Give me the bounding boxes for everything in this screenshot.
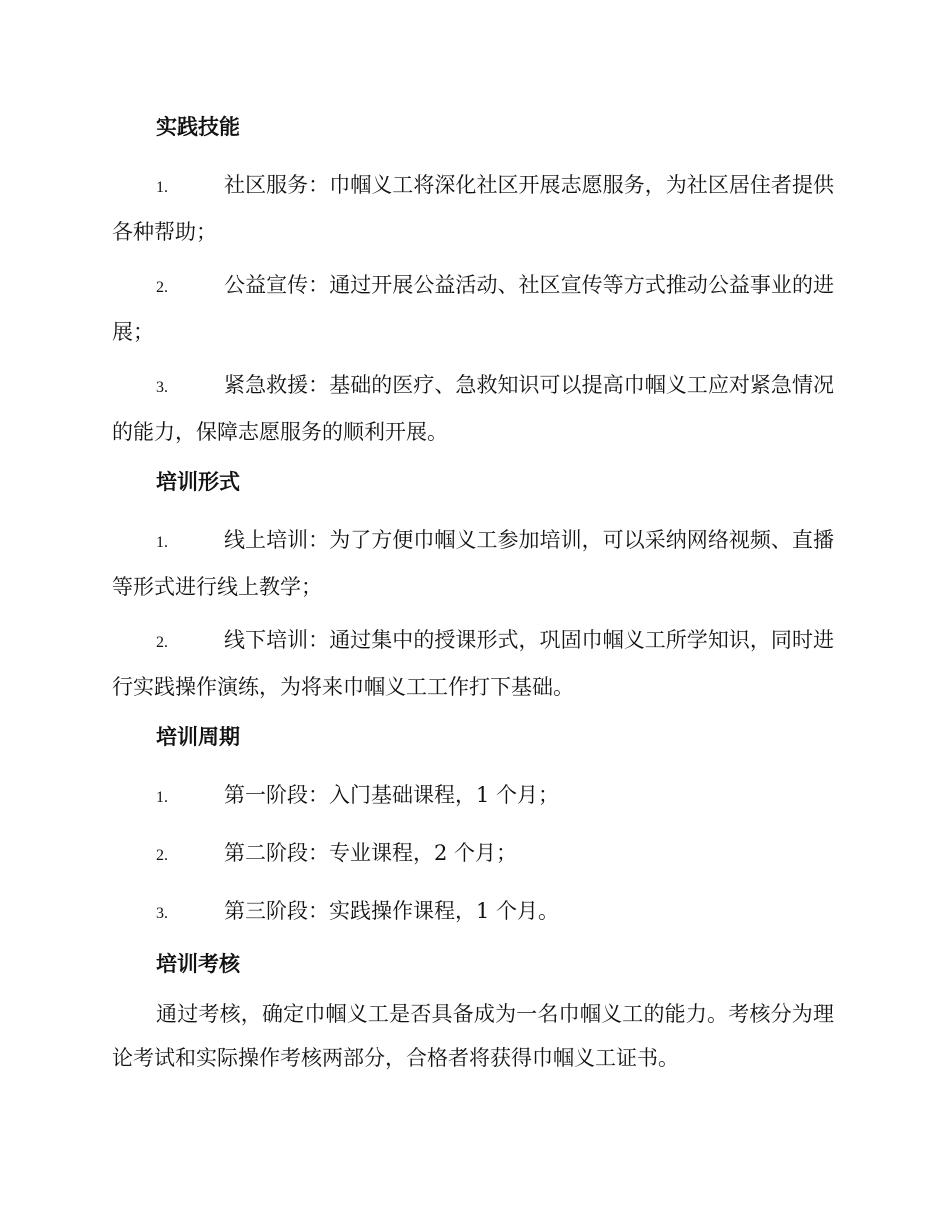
- list-item: [112, 263, 834, 354]
- document-body: [112, 108, 834, 1080]
- list-item: [112, 363, 834, 454]
- section-heading-training-period: 培训周期: [156, 725, 240, 749]
- section-heading-training-assessment: 培训考核: [156, 952, 240, 976]
- list-item-number: 1.: [156, 789, 168, 806]
- list-item-text: 第三阶段：实践操作课程，1 个月。: [224, 899, 560, 923]
- section-heading-practical-skills: 实践技能: [156, 115, 240, 139]
- list-item-text: 线上培训：为了方便巾帼义工参加培训，可以采纳网络视频、直播等形式进行线上教学；: [112, 528, 834, 599]
- list-item: [112, 773, 834, 820]
- list-item-text: 紧急救援：基础的医疗、急救知识可以提高巾帼义工应对紧急情况的能力，保障志愿服务的顺利开展。: [112, 373, 834, 444]
- list-item: [112, 831, 834, 878]
- list-item: [112, 518, 834, 609]
- list-item-number: 3.: [156, 379, 168, 396]
- list-item-number: 3.: [156, 905, 168, 922]
- list-item: [112, 163, 834, 254]
- list-item-text: 第二阶段：专业课程，2 个月；: [224, 841, 518, 865]
- training-period-list: [112, 773, 834, 936]
- list-item-text: 社区服务：巾帼义工将深化社区开展志愿服务，为社区居住者提供各种帮助；: [112, 173, 834, 244]
- list-item-text: 第一阶段：入门基础课程，1 个月；: [224, 783, 560, 807]
- list-item-number: 2.: [156, 279, 168, 296]
- list-item-number: 2.: [156, 847, 168, 864]
- list-item-text: 公益宣传：通过开展公益活动、社区宣传等方式推动公益事业的进展；: [112, 273, 834, 344]
- section-heading-training-format: 培训形式: [156, 470, 240, 494]
- list-item: [112, 618, 834, 709]
- list-item: [112, 889, 834, 936]
- practical-skills-list: [112, 163, 834, 454]
- list-item-number: 1.: [156, 534, 168, 551]
- assessment-paragraph: 通过考核，确定巾帼义工是否具备成为一名巾帼义工的能力。考核分为理论考试和实际操作考核两部分，合格者将获得巾帼义工证书。: [112, 1002, 834, 1070]
- training-format-list: [112, 518, 834, 709]
- list-item-number: 2.: [156, 634, 168, 651]
- list-item-text: 线下培训：通过集中的授课形式，巩固巾帼义工所学知识，同时进行实践操作演练，为将来巾帼义工工作打下基础。: [112, 628, 834, 699]
- list-item-number: 1.: [156, 179, 168, 196]
